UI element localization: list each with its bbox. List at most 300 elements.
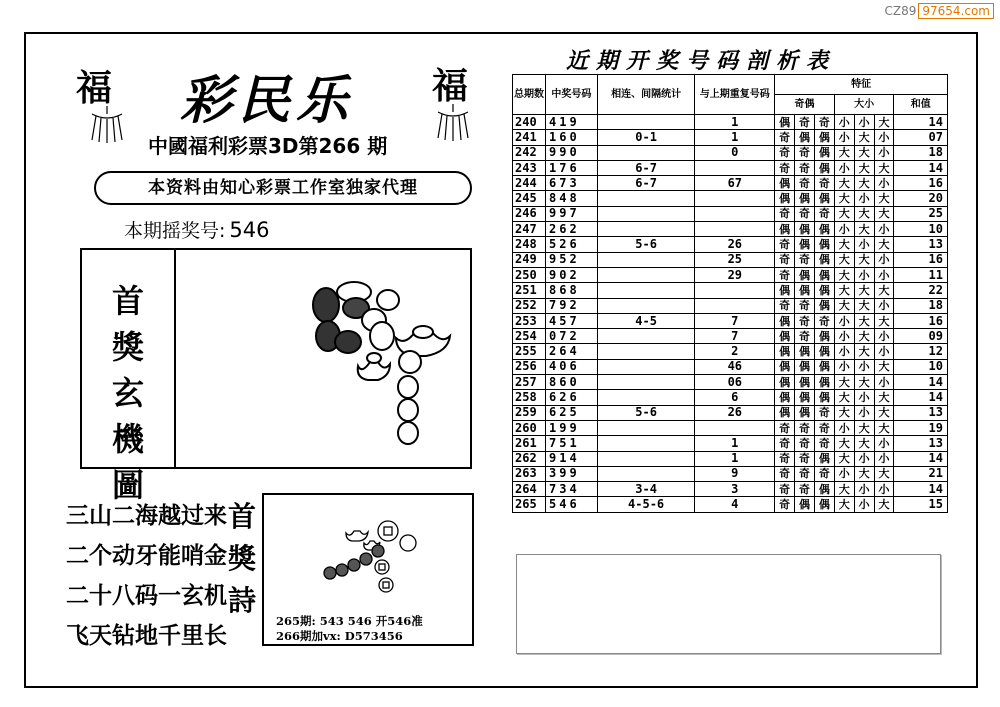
- poem-line: 二个动牙能哨金: [66, 543, 227, 569]
- cell-adjacent: [597, 436, 695, 451]
- cell-big-small: 大: [834, 436, 854, 451]
- cell-odd-even: 偶: [814, 298, 834, 313]
- cell-big-small: 大: [834, 390, 854, 405]
- cell-repeat: 25: [695, 252, 775, 267]
- cell-number: 952: [546, 252, 598, 267]
- table-row: [513, 375, 948, 390]
- header-adjacent: 相连、间隔统计: [597, 75, 695, 115]
- cell-big-small: 小: [874, 451, 894, 466]
- cell-sum: 21: [894, 466, 948, 481]
- cell-number: 626: [546, 390, 598, 405]
- page-title: 彩民乐: [180, 70, 355, 131]
- cell-big-small: 小: [854, 390, 874, 405]
- table-row: [513, 497, 948, 512]
- cell-big-small: 小: [874, 344, 894, 359]
- cell-issue: 254: [513, 329, 546, 344]
- cell-sum: 14: [894, 375, 948, 390]
- cell-adjacent: [597, 145, 695, 160]
- cell-repeat: 4: [695, 497, 775, 512]
- cell-repeat: 1: [695, 130, 775, 145]
- table-row: [513, 420, 948, 435]
- cell-big-small: 大: [874, 160, 894, 175]
- cell-big-small: 小: [834, 222, 854, 237]
- fu-character-left: 福: [76, 67, 113, 109]
- table-row: [513, 176, 948, 191]
- table-row: [513, 390, 948, 405]
- cell-odd-even: 偶: [814, 390, 834, 405]
- cell-odd-even: 偶: [814, 283, 834, 298]
- cell-odd-even: 奇: [795, 466, 815, 481]
- cell-adjacent: [597, 252, 695, 267]
- cell-odd-even: 奇: [775, 482, 795, 497]
- cell-odd-even: 偶: [795, 283, 815, 298]
- cell-odd-even: 奇: [814, 313, 834, 328]
- table-row: [513, 237, 948, 252]
- watermark-site: 97654.com: [918, 3, 994, 19]
- cell-odd-even: 奇: [795, 298, 815, 313]
- cell-repeat: [695, 222, 775, 237]
- cell-big-small: 大: [854, 375, 874, 390]
- cell-issue: 252: [513, 298, 546, 313]
- agent-banner: 本资料由知心彩票工作室独家代理: [94, 171, 472, 205]
- cell-odd-even: 奇: [795, 252, 815, 267]
- cell-odd-even: 偶: [814, 160, 834, 175]
- cell-odd-even: 偶: [775, 375, 795, 390]
- cell-repeat: 0: [695, 145, 775, 160]
- cell-big-small: 大: [834, 267, 854, 282]
- cell-big-small: 大: [834, 451, 854, 466]
- cell-odd-even: 偶: [775, 329, 795, 344]
- cell-adjacent: [597, 283, 695, 298]
- cell-odd-even: 偶: [814, 329, 834, 344]
- cell-big-small: 大: [834, 252, 854, 267]
- header-big-small: 大小: [834, 95, 894, 115]
- cell-big-small: 小: [834, 466, 854, 481]
- cell-adjacent: 0-1: [597, 130, 695, 145]
- drawn-number-label: 本期摇奖号:: [124, 220, 226, 242]
- poem-line: 飞天钻地千里长: [66, 623, 227, 649]
- cell-big-small: 大: [834, 375, 854, 390]
- cell-odd-even: 偶: [814, 344, 834, 359]
- table-row: [513, 191, 948, 206]
- poem-coins-drawing: [304, 505, 454, 605]
- cell-big-small: 小: [834, 359, 854, 374]
- cell-odd-even: 奇: [795, 420, 815, 435]
- cell-big-small: 大: [854, 313, 874, 328]
- cell-sum: 19: [894, 420, 948, 435]
- lantern-tassel-right-icon: [428, 102, 478, 142]
- table-row: [513, 359, 948, 374]
- cell-odd-even: 偶: [795, 344, 815, 359]
- table-row: [513, 451, 948, 466]
- cell-odd-even: 偶: [775, 176, 795, 191]
- cell-sum: 14: [894, 160, 948, 175]
- header-sum: 和值: [894, 95, 948, 115]
- cell-issue: 248: [513, 237, 546, 252]
- cell-big-small: 小: [834, 160, 854, 175]
- cell-number: 526: [546, 237, 598, 252]
- cell-sum: 10: [894, 222, 948, 237]
- cell-big-small: 大: [874, 191, 894, 206]
- riddle-vertical-title: 首 獎 玄 機 圖: [111, 282, 144, 504]
- cell-issue: 249: [513, 252, 546, 267]
- cell-sum: 20: [894, 191, 948, 206]
- header-odd-even: 奇偶: [775, 95, 835, 115]
- cell-adjacent: 3-4: [597, 482, 695, 497]
- cell-adjacent: [597, 375, 695, 390]
- cell-repeat: 1: [695, 115, 775, 130]
- cell-odd-even: 偶: [775, 390, 795, 405]
- cell-repeat: 7: [695, 329, 775, 344]
- cell-issue: 244: [513, 176, 546, 191]
- cell-odd-even: 偶: [775, 405, 795, 420]
- cell-big-small: 小: [854, 497, 874, 512]
- cell-odd-even: 奇: [775, 466, 795, 481]
- cell-odd-even: 偶: [775, 222, 795, 237]
- cell-big-small: 小: [834, 329, 854, 344]
- cell-odd-even: 偶: [775, 115, 795, 130]
- table-row: [513, 115, 948, 130]
- table-row: [513, 466, 948, 481]
- cell-odd-even: 偶: [795, 359, 815, 374]
- cell-sum: 16: [894, 252, 948, 267]
- cell-big-small: 小: [854, 451, 874, 466]
- cell-odd-even: 偶: [795, 497, 815, 512]
- cell-odd-even: 奇: [775, 160, 795, 175]
- cell-big-small: 大: [854, 145, 874, 160]
- cell-adjacent: 5-6: [597, 237, 695, 252]
- cell-big-small: 小: [874, 375, 894, 390]
- cell-number: 914: [546, 451, 598, 466]
- cell-issue: 256: [513, 359, 546, 374]
- cell-repeat: 9: [695, 466, 775, 481]
- cell-big-small: 大: [834, 482, 854, 497]
- cell-odd-even: 奇: [795, 313, 815, 328]
- cell-big-small: 小: [874, 329, 894, 344]
- cell-odd-even: 偶: [814, 130, 834, 145]
- cell-odd-even: 偶: [775, 344, 795, 359]
- cell-repeat: 26: [695, 405, 775, 420]
- cell-number: 848: [546, 191, 598, 206]
- cell-odd-even: 奇: [814, 176, 834, 191]
- cell-big-small: 大: [854, 252, 874, 267]
- cell-big-small: 大: [854, 222, 874, 237]
- cell-big-small: 小: [834, 115, 854, 130]
- table-row: [513, 283, 948, 298]
- table-row: [513, 313, 948, 328]
- cell-number: 902: [546, 267, 598, 282]
- cell-number: 176: [546, 160, 598, 175]
- cell-sum: 18: [894, 145, 948, 160]
- cell-odd-even: 偶: [795, 237, 815, 252]
- cell-sum: 15: [894, 497, 948, 512]
- cell-big-small: 大: [854, 160, 874, 175]
- cell-odd-even: 奇: [795, 145, 815, 160]
- cell-issue: 241: [513, 130, 546, 145]
- cell-big-small: 大: [834, 237, 854, 252]
- cell-big-small: 大: [854, 206, 874, 221]
- cell-adjacent: 4-5: [597, 313, 695, 328]
- cell-adjacent: 6-7: [597, 176, 695, 191]
- cell-big-small: 大: [854, 436, 874, 451]
- cell-big-small: 小: [854, 482, 874, 497]
- cell-repeat: 2: [695, 344, 775, 359]
- cell-big-small: 大: [834, 283, 854, 298]
- poem-picture-box: [262, 493, 474, 646]
- cell-odd-even: 奇: [795, 206, 815, 221]
- cell-repeat: 29: [695, 267, 775, 282]
- table-row: [513, 145, 948, 160]
- issue-line: 中國福利彩票3D第266 期: [148, 134, 388, 158]
- table-title: 近期开奖号码剖析表: [566, 48, 837, 74]
- cell-odd-even: 偶: [814, 145, 834, 160]
- header-repeat: 与上期重复号码: [695, 75, 775, 115]
- cell-sum: 14: [894, 451, 948, 466]
- cell-repeat: [695, 298, 775, 313]
- cell-big-small: 大: [874, 115, 894, 130]
- header-number: 中奖号码: [546, 75, 598, 115]
- cell-odd-even: 奇: [775, 206, 795, 221]
- cell-adjacent: [597, 222, 695, 237]
- poem-line: 三山二海越过来: [66, 503, 227, 529]
- cell-odd-even: 奇: [795, 329, 815, 344]
- cell-sum: 16: [894, 313, 948, 328]
- cell-number: 199: [546, 420, 598, 435]
- cell-number: 734: [546, 482, 598, 497]
- cell-big-small: 大: [854, 344, 874, 359]
- cell-sum: 25: [894, 206, 948, 221]
- cell-big-small: 大: [874, 390, 894, 405]
- blank-note-area: [516, 554, 941, 654]
- cell-sum: 14: [894, 115, 948, 130]
- cell-odd-even: 奇: [775, 420, 795, 435]
- cell-repeat: 26: [695, 237, 775, 252]
- cell-big-small: 大: [854, 329, 874, 344]
- cell-big-small: 小: [874, 482, 894, 497]
- cell-sum: 13: [894, 436, 948, 451]
- cell-big-small: 大: [874, 405, 894, 420]
- cell-issue: 260: [513, 420, 546, 435]
- drawn-number-value: 546: [229, 218, 270, 242]
- cell-big-small: 大: [874, 283, 894, 298]
- cell-issue: 246: [513, 206, 546, 221]
- cell-odd-even: 奇: [775, 237, 795, 252]
- table-row: [513, 298, 948, 313]
- cell-issue: 259: [513, 405, 546, 420]
- cell-repeat: [695, 283, 775, 298]
- cell-odd-even: 奇: [814, 206, 834, 221]
- cell-big-small: 大: [834, 405, 854, 420]
- cell-odd-even: 偶: [795, 405, 815, 420]
- cell-adjacent: 6-7: [597, 160, 695, 175]
- cell-odd-even: 偶: [814, 451, 834, 466]
- cell-repeat: 1: [695, 436, 775, 451]
- cell-sum: 22: [894, 283, 948, 298]
- watermark: [885, 4, 995, 18]
- cell-issue: 262: [513, 451, 546, 466]
- cell-big-small: 小: [834, 420, 854, 435]
- cell-issue: 243: [513, 160, 546, 175]
- cell-number: 399: [546, 466, 598, 481]
- table-row: [513, 267, 948, 282]
- cell-big-small: 大: [834, 145, 854, 160]
- cell-sum: 13: [894, 237, 948, 252]
- cell-big-small: 小: [874, 252, 894, 267]
- cell-odd-even: 奇: [814, 115, 834, 130]
- cell-repeat: 7: [695, 313, 775, 328]
- cell-number: 990: [546, 145, 598, 160]
- cell-big-small: 小: [854, 191, 874, 206]
- cell-odd-even: 偶: [814, 237, 834, 252]
- cell-big-small: 大: [834, 191, 854, 206]
- table-row: [513, 329, 948, 344]
- cell-number: 546: [546, 497, 598, 512]
- history-table: [512, 74, 948, 513]
- cell-odd-even: 偶: [775, 313, 795, 328]
- cell-big-small: 小: [874, 436, 894, 451]
- cell-number: 860: [546, 375, 598, 390]
- cell-number: 868: [546, 283, 598, 298]
- cell-big-small: 小: [874, 222, 894, 237]
- cell-issue: 242: [513, 145, 546, 160]
- cell-number: 072: [546, 329, 598, 344]
- cell-odd-even: 奇: [795, 160, 815, 175]
- cell-big-small: 大: [874, 359, 894, 374]
- cell-odd-even: 奇: [814, 405, 834, 420]
- table-row: [513, 482, 948, 497]
- cell-number: 792: [546, 298, 598, 313]
- poem-line: 二十八码一玄机: [66, 583, 227, 609]
- cell-big-small: 小: [854, 405, 874, 420]
- cell-repeat: 67: [695, 176, 775, 191]
- cell-issue: 261: [513, 436, 546, 451]
- cell-odd-even: 奇: [775, 451, 795, 466]
- cell-odd-even: 奇: [775, 298, 795, 313]
- table-row: [513, 405, 948, 420]
- cell-odd-even: 奇: [814, 436, 834, 451]
- cell-repeat: 1: [695, 451, 775, 466]
- cell-sum: 14: [894, 390, 948, 405]
- cell-big-small: 大: [834, 497, 854, 512]
- cell-repeat: [695, 420, 775, 435]
- cell-number: 673: [546, 176, 598, 191]
- table-row: [513, 344, 948, 359]
- header-feature: 特征: [775, 75, 948, 95]
- cell-big-small: 小: [874, 176, 894, 191]
- cell-issue: 250: [513, 267, 546, 282]
- cell-odd-even: 奇: [795, 451, 815, 466]
- cell-adjacent: [597, 420, 695, 435]
- cell-adjacent: [597, 115, 695, 130]
- cell-sum: 16: [894, 176, 948, 191]
- cell-issue: 240: [513, 115, 546, 130]
- cell-big-small: 大: [874, 313, 894, 328]
- cell-repeat: [695, 160, 775, 175]
- cell-sum: 11: [894, 267, 948, 282]
- cell-odd-even: 偶: [814, 267, 834, 282]
- cell-odd-even: 偶: [775, 191, 795, 206]
- cell-odd-even: 偶: [814, 482, 834, 497]
- cell-issue: 257: [513, 375, 546, 390]
- cell-big-small: 大: [854, 298, 874, 313]
- table-row: [513, 160, 948, 175]
- cell-adjacent: [597, 298, 695, 313]
- cell-odd-even: 奇: [795, 482, 815, 497]
- cell-odd-even: 奇: [814, 466, 834, 481]
- cell-odd-even: 偶: [795, 375, 815, 390]
- cell-big-small: 小: [834, 313, 854, 328]
- cell-big-small: 小: [854, 267, 874, 282]
- cell-odd-even: 奇: [814, 420, 834, 435]
- cell-issue: 251: [513, 283, 546, 298]
- cell-big-small: 小: [874, 130, 894, 145]
- lantern-tassel-left-icon: [82, 104, 132, 144]
- cell-sum: 10: [894, 359, 948, 374]
- cell-big-small: 小: [874, 145, 894, 160]
- cell-big-small: 大: [854, 283, 874, 298]
- cell-odd-even: 偶: [795, 222, 815, 237]
- table-row: [513, 436, 948, 451]
- cell-big-small: 小: [854, 359, 874, 374]
- cell-adjacent: [597, 466, 695, 481]
- cell-odd-even: 偶: [775, 359, 795, 374]
- riddle-coins-ingots-drawing: [176, 250, 472, 469]
- table-row: [513, 206, 948, 221]
- cell-odd-even: 奇: [775, 436, 795, 451]
- cell-big-small: 小: [854, 237, 874, 252]
- cell-odd-even: 奇: [795, 436, 815, 451]
- cell-odd-even: 偶: [814, 252, 834, 267]
- cell-adjacent: 4-5-6: [597, 497, 695, 512]
- cell-odd-even: 奇: [795, 115, 815, 130]
- note-line-1: 265期: 543 546 开546准: [276, 614, 423, 628]
- poem-vertical-title: 首 獎 詩: [227, 500, 256, 617]
- cell-repeat: 46: [695, 359, 775, 374]
- drawn-number-line: [124, 216, 270, 243]
- cell-number: 262: [546, 222, 598, 237]
- fu-character-right: 福: [432, 65, 469, 107]
- cell-odd-even: 偶: [814, 359, 834, 374]
- cell-odd-even: 奇: [795, 176, 815, 191]
- riddle-picture-box: [80, 248, 472, 504]
- cell-big-small: 大: [874, 237, 894, 252]
- header-issue: 总期数: [513, 75, 546, 115]
- cell-big-small: 大: [854, 420, 874, 435]
- cell-number: 751: [546, 436, 598, 451]
- cell-big-small: 小: [874, 298, 894, 313]
- cell-big-small: 大: [834, 206, 854, 221]
- table-row: [513, 252, 948, 267]
- cell-big-small: 大: [874, 466, 894, 481]
- cell-issue: 245: [513, 191, 546, 206]
- cell-adjacent: [597, 390, 695, 405]
- cell-big-small: 小: [854, 115, 874, 130]
- cell-odd-even: 奇: [775, 497, 795, 512]
- cell-adjacent: [597, 451, 695, 466]
- cell-repeat: 3: [695, 482, 775, 497]
- cell-issue: 258: [513, 390, 546, 405]
- cell-repeat: 06: [695, 375, 775, 390]
- table-row: [513, 130, 948, 145]
- cell-number: 406: [546, 359, 598, 374]
- cell-number: 264: [546, 344, 598, 359]
- cell-big-small: 大: [874, 497, 894, 512]
- cell-number: 457: [546, 313, 598, 328]
- watermark-prefix: CZ89: [884, 4, 917, 18]
- cell-issue: 247: [513, 222, 546, 237]
- cell-sum: 13: [894, 405, 948, 420]
- cell-odd-even: 偶: [795, 390, 815, 405]
